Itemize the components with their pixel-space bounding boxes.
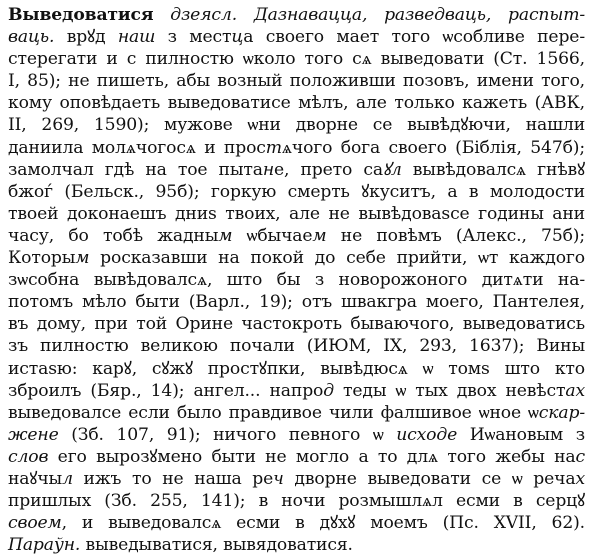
entry-line	[8, 159, 585, 181]
italic-text: исходе	[396, 424, 458, 445]
italic-text: ах	[565, 380, 585, 401]
entry-text: се годины ани	[450, 203, 585, 224]
entry-text: ѕ	[208, 203, 217, 224]
entry-text: вывѣдовалсѧ гнѣвꙋ	[401, 159, 585, 180]
italic-text: ц	[231, 27, 244, 48]
italic-text: скар-	[538, 402, 585, 423]
entry-text: выведыватися, вывядоватися.	[80, 535, 353, 556]
italic-text: дзеясл. Дазнавацца, разведваць, распыт-	[153, 5, 585, 25]
entry-line	[8, 512, 585, 534]
entry-text: ѧ	[512, 270, 523, 291]
entry-text: замолчал гдѣ на тое пыта	[8, 159, 263, 180]
italic-text: ꙋл	[382, 159, 402, 180]
entry-text: не повѣмъ (Алекс., 75б);	[326, 225, 585, 246]
entry-text: теды ѡ тых двох невѣст	[334, 380, 566, 401]
italic-text: х	[575, 468, 586, 489]
entry-line	[8, 380, 585, 402]
entry-line	[8, 137, 585, 159]
entry-text: бжоѓ (Бельск., 95б); горкую смерть ꙋкуситъ, а в молодости	[8, 181, 585, 202]
italic-text: жене	[8, 424, 59, 445]
entry-line	[8, 534, 585, 556]
entry-text: наꙋчы	[8, 468, 63, 489]
entry-line	[8, 490, 585, 512]
italic-text: слов	[8, 446, 49, 467]
italic-text: м	[218, 225, 233, 246]
entry-line	[8, 26, 585, 48]
entry-text: , и выведовалсѧ есми в дꙋхꙋ моемъ (Пс. XVII, 62).	[61, 513, 585, 534]
entry-text: зброилъ (Бяр., 14); ангел... напро	[8, 380, 324, 401]
italic-text: своем	[8, 513, 62, 534]
entry-line	[8, 335, 585, 357]
italic-text: м	[312, 225, 327, 246]
entry-text: Иѡановым з	[457, 424, 585, 445]
entry-text: даниила мол	[8, 137, 126, 158]
entry-text: II, 269, 1590); мужове ѡни дворне се вывѣдꙋючи, нашли	[8, 115, 585, 136]
entry-line	[8, 291, 585, 313]
entry-line	[8, 4, 585, 26]
entry-line	[8, 92, 585, 114]
entry-text: ѕ	[441, 203, 451, 224]
italic-text: д	[323, 380, 334, 401]
dictionary-entry	[8, 4, 585, 556]
italic-text: т	[265, 137, 282, 158]
entry-line	[8, 468, 585, 490]
entry-text: ѧ	[428, 446, 439, 467]
italic-text: ч	[273, 468, 284, 489]
entry-line	[8, 269, 585, 291]
entry-text: ѧчого бога своего (Біблія, 547б);	[281, 137, 585, 158]
entry-line	[8, 114, 585, 136]
entry-text: Которы	[8, 248, 76, 269]
entry-text: истаѕю: карꙋ, сꙋжꙋ простꙋпки, вывѣдюсѧ ѡ том	[8, 358, 482, 379]
italic-text: Параўн.	[8, 535, 81, 556]
entry-text: е, прето са	[274, 159, 383, 180]
italic-text: м	[75, 248, 90, 269]
entry-text: выведовалсе если было правдивое чили фалшивое ѡное ѡ	[8, 402, 539, 423]
entry-line	[8, 181, 585, 203]
entry-text: ти на-	[522, 270, 585, 291]
entry-text: ѧ	[125, 137, 136, 158]
entry-text: твоих, але не вывѣдова	[216, 203, 442, 224]
italic-text: л	[62, 468, 73, 489]
headword: Выведоватися	[8, 5, 154, 25]
italic-text: ваць.	[8, 27, 55, 48]
entry-text: чогосѧ и прос	[135, 137, 266, 158]
entry-line	[8, 358, 585, 380]
entry-text: того жебы на	[438, 446, 576, 467]
entry-text: дворне выведовати се ѡ реча	[283, 468, 576, 489]
entry-text: ѡбычае	[232, 225, 313, 246]
entry-line	[8, 402, 585, 424]
entry-text: стерегати и с пилностю ѡколо того сѧ выведовати (Ст. 1566,	[8, 49, 585, 70]
entry-text: зѡсобна вывѣдовалсѧ, што бы з новорожоного дит	[8, 270, 513, 291]
entry-text: пришлых (Зб. 255, 141); в ночи розмышлѧл есми в серцꙋ	[8, 491, 585, 512]
entry-text: а своего мает того ѡсобливе пере-	[243, 27, 585, 48]
entry-text: з мест	[155, 27, 232, 48]
entry-text: кому оповѣдаеть выведоватисе мѣлъ, але только кажеть (АВК,	[8, 93, 585, 114]
entry-text: ѕ	[481, 358, 490, 379]
entry-text: ижъ то не наша ре	[72, 468, 274, 489]
entry-text: росказавши на покой до себе прийти, ѡт каждого	[89, 248, 585, 269]
entry-line	[8, 446, 585, 468]
entry-text: потомъ мѣло быти (Варл., 19); отъ швакгра моего, Пантелея,	[8, 292, 585, 313]
entry-text: што кто	[489, 358, 585, 379]
entry-line	[8, 247, 585, 269]
entry-line	[8, 70, 585, 92]
entry-text: I, 85); не пишеть, абы возный положивши позовъ, имени того,	[8, 71, 585, 92]
entry-text: его вырозꙋмено быти не могло а то дл	[48, 446, 429, 467]
entry-line	[8, 424, 585, 446]
entry-text: д	[95, 27, 118, 48]
entry-text: зъ пилностю великою почали (ИЮМ, IX, 293, 1637); Вины	[8, 336, 585, 357]
entry-text: (Зб. 107, 91); ничого певного ѡ	[58, 424, 397, 445]
italic-text: н	[262, 159, 275, 180]
italic-text: наш	[117, 27, 156, 48]
entry-text: твоей доконаешъ дни	[8, 203, 209, 224]
entry-text: вр	[54, 27, 88, 48]
entry-text: ꙋ	[87, 27, 96, 48]
entry-text: часу, бо тобѣ жадны	[8, 225, 219, 246]
entry-line	[8, 203, 585, 225]
entry-text: въ дому, при той Орине частокроть бываючого, выведоватись	[8, 314, 585, 335]
entry-line	[8, 225, 585, 247]
italic-text: с	[575, 446, 585, 467]
entry-line	[8, 48, 585, 70]
entry-line	[8, 313, 585, 335]
